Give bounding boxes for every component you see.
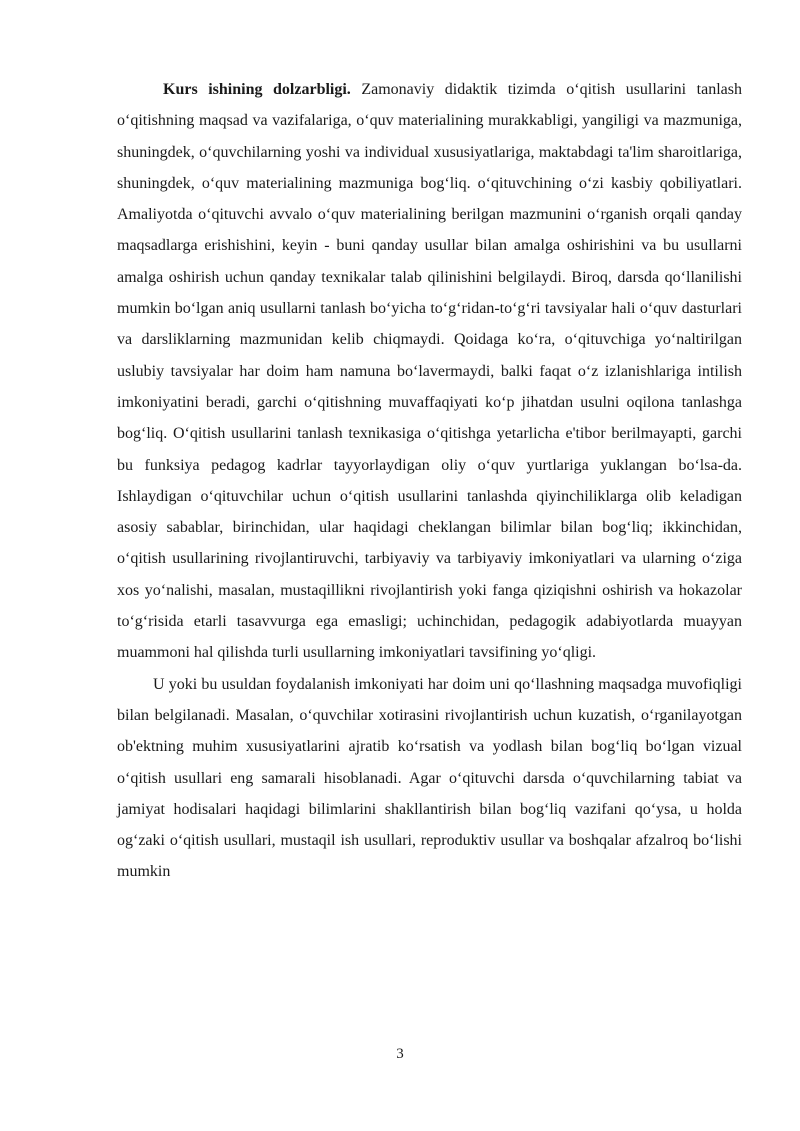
paragraph-methods bbox=[117, 669, 742, 888]
paragraph-text: Zamonaviy didaktik tizimda oʻqitish usullarini tanlash oʻqitishning maqsad va vazifalariga, oʻquv materialining murakkabligi, yangiligi va mazmuniga, shuningdek, oʻquvchilarning yoshi va individual xususiyatlariga, maktabdagi ta'lim sharoitlariga, shuningdek, oʻquv materialining mazmuniga bogʻliq. oʻqituvchining oʻzi kasbiy qobiliyatlari. Amaliyotda oʻqituvchi avvalo oʻquv materialining berilgan mazmunini oʻrganish orqali qanday maqsadlarga erishishini, keyin - buni qanday usullar bilan amalga oshirishini va bu usullarni amalga oshirish uchun qanday texnikalar talab qilinishini belgilaydi. Biroq, darsda qoʻllanilishi mumkin boʻlgan aniq usullarni tanlash boʻyicha toʻgʻridan-toʻgʻri tavsiyalar hali oʻquv dasturlari va darsliklarning mazmunidan kelib chiqmaydi. Qoidaga koʻra, oʻqituvchiga yoʻnaltirilgan uslubiy tavsiyalar har doim ham namuna boʻlavermaydi, balki faqat oʻz izlanishlariga intilish imkoniyatini beradi, garchi oʻqitishning muvaffaqiyati koʻp jihatdan usulni oqilona tanlashga bogʻliq. Oʻqitish usullarini tanlash texnikasiga oʻqitishga yetarlicha e'tibor berilmayapti, garchi bu funksiya pedagog kadrlar tayyorlaydigan oliy oʻquv yurtlariga yuklangan boʻlsa-da. Ishlaydigan oʻqituvchilar uchun oʻqitish usullarini tanlashda qiyinchiliklarga olib keladigan asosiy sabablar, birinchidan, ular haqidagi cheklangan bilimlar bilan bogʻliq; ikkinchidan, oʻqitish usullarining rivojlantiruvchi, tarbiyaviy va tarbiyaviy imkoniyatlari va ularning oʻziga xos yoʻnalishi, masalan, mustaqillikni rivojlantirish yoki fanga qiziqishni oshirish va hokazolar toʻgʻrisida etarli tasavvurga ega emasligi; uchinchidan, pedagogik adabiyotlarda muayyan muammoni hal qilishda turli usullarning imkoniyatlari tavsifining yoʻqligi. bbox=[117, 81, 742, 662]
paragraph-relevance bbox=[117, 74, 742, 669]
page-number: 3 bbox=[396, 1046, 404, 1062]
section-lead-heading: Kurs ishining dolzarbligi. bbox=[163, 81, 351, 98]
document-body bbox=[117, 74, 742, 888]
paragraph-text: U yoki bu usuldan foydalanish imkoniyati har doim uni qoʻllashning maqsadga muvofiqligi bilan belgilanadi. Masalan, oʻquvchilar xotirasini rivojlantirish uchun kuzatish, oʻrganilayotgan ob'ektning muhim xususiyatlarini ajratib koʻrsatish va yodlash bilan bogʻliq boʻlgan vizual oʻqitish usullari eng samarali hisoblanadi. Agar oʻqituvchi darsda oʻquvchilarning tabiat va jamiyat hodisalari haqidagi bilimlarini shakllantirish bilan bogʻliq vazifani qoʻysa, u holda ogʻzaki oʻqitish usullari, mustaqil ish usullari, reproduktiv usullar va boshqalar afzalroq boʻlishi mumkin bbox=[117, 675, 742, 881]
